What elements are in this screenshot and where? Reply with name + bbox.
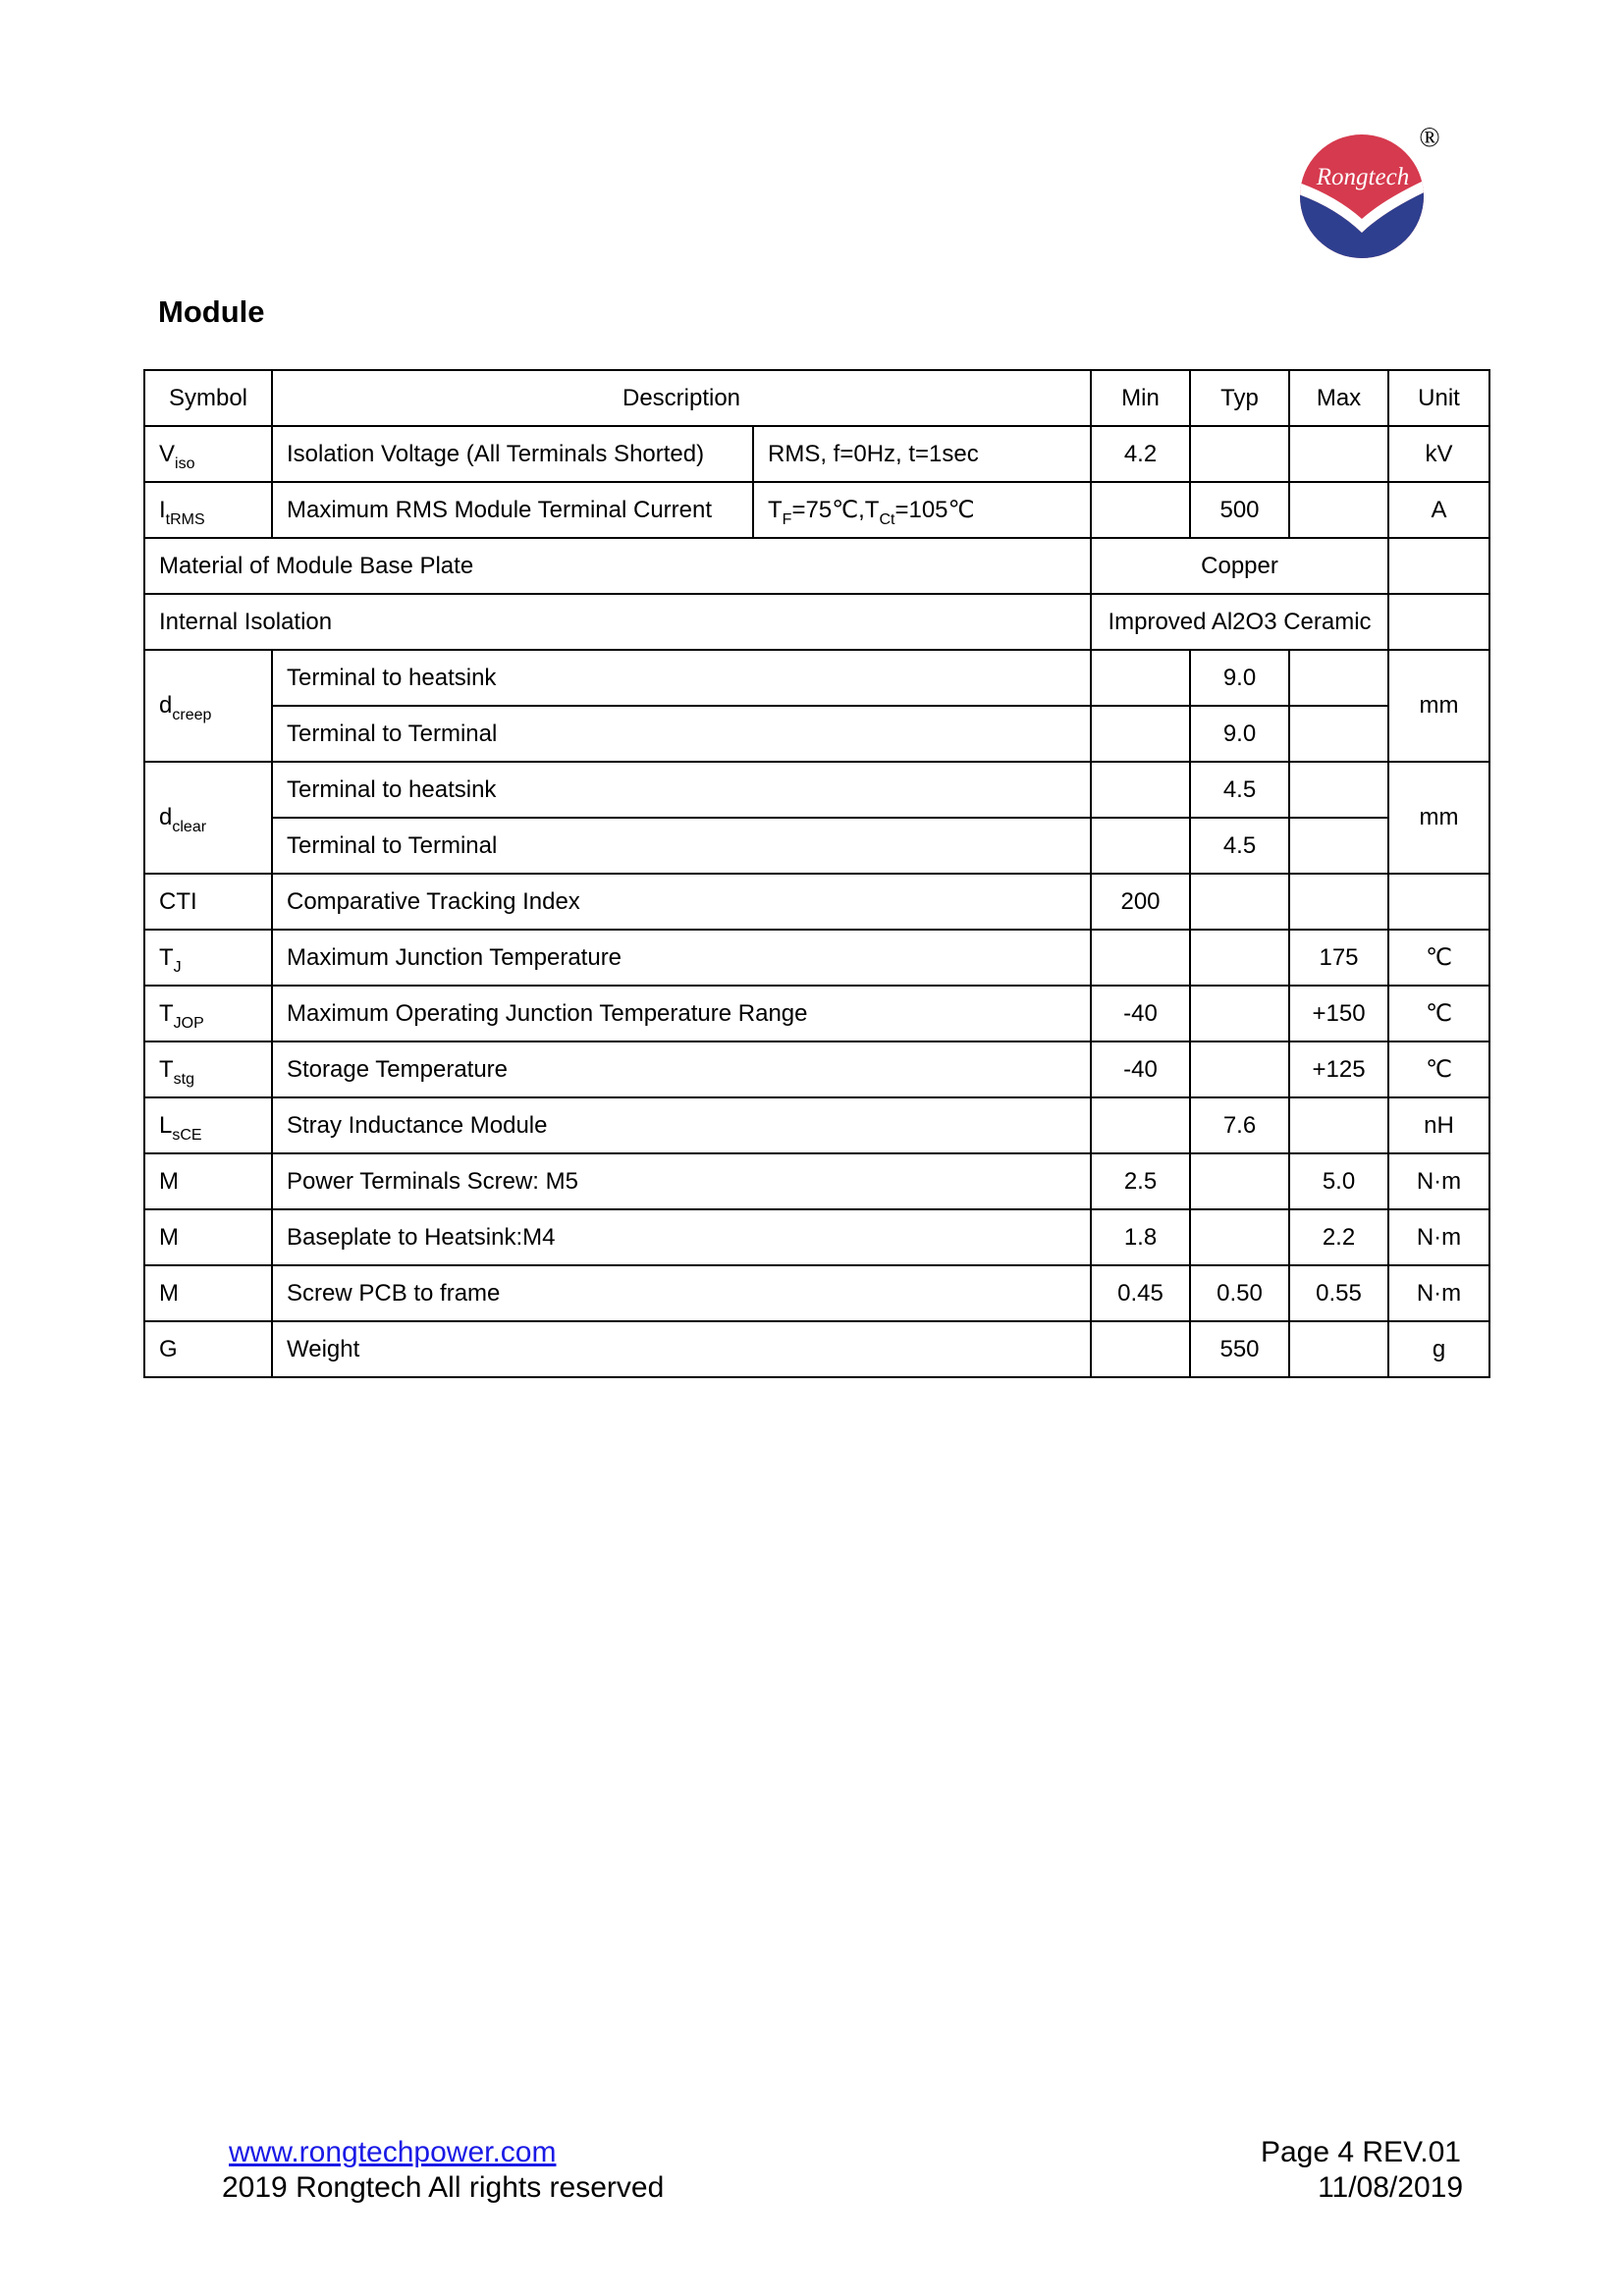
symbol-sub: tRMS: [165, 510, 205, 528]
description-cell: Terminal to heatsink: [272, 762, 1091, 818]
condition-cell: RMS, f=0Hz, t=1sec: [753, 426, 1091, 482]
description-cell: Maximum Operating Junction Temperature Range: [272, 986, 1091, 1041]
value-cell: Copper: [1091, 538, 1388, 594]
max-cell: 2.2: [1289, 1209, 1388, 1265]
typ-cell: [1190, 1153, 1289, 1209]
value-cell: Improved Al2O3 Ceramic: [1091, 594, 1388, 650]
cond-sub: F: [782, 511, 792, 528]
unit-cell: mm: [1388, 650, 1489, 762]
condition-cell: [753, 482, 1091, 538]
min-cell: [1091, 706, 1190, 762]
description-cell: Terminal to Terminal: [272, 818, 1091, 874]
table-row: [144, 482, 1489, 538]
website-link[interactable]: www.rongtechpower.com: [229, 2136, 557, 2168]
description-cell: Maximum Junction Temperature: [272, 930, 1091, 986]
description-cell: Screw PCB to frame: [272, 1265, 1091, 1321]
cond-text: =75℃,T: [791, 497, 880, 523]
unit-cell: N·m: [1388, 1265, 1489, 1321]
min-cell: [1091, 930, 1190, 986]
table-row: [144, 1321, 1489, 1377]
max-cell: 175: [1289, 930, 1388, 986]
max-cell: [1289, 762, 1388, 818]
unit-cell: [1388, 594, 1489, 650]
description-cell: Baseplate to Heatsink:M4: [272, 1209, 1091, 1265]
min-cell: 1.8: [1091, 1209, 1190, 1265]
symbol-main: d: [159, 692, 173, 719]
rongtech-logo: [1296, 123, 1443, 260]
unit-cell: ℃: [1388, 1041, 1489, 1097]
symbol-cell: CTI: [144, 874, 272, 930]
symbol-cell: [144, 930, 272, 986]
description-cell: Comparative Tracking Index: [272, 874, 1091, 930]
typ-cell: [1190, 1209, 1289, 1265]
unit-cell: A: [1388, 482, 1489, 538]
header-typ: Typ: [1190, 370, 1289, 426]
unit-cell: g: [1388, 1321, 1489, 1377]
min-cell: [1091, 482, 1190, 538]
unit-cell: ℃: [1388, 986, 1489, 1041]
unit-cell: ℃: [1388, 930, 1489, 986]
header-min: Min: [1091, 370, 1190, 426]
symbol-cell: M: [144, 1265, 272, 1321]
typ-cell: 7.6: [1190, 1097, 1289, 1153]
table-row: [144, 538, 1489, 594]
header-row: [144, 370, 1489, 426]
symbol-cell: [144, 426, 272, 482]
symbol-cell: [144, 650, 272, 762]
max-cell: [1289, 426, 1388, 482]
typ-cell: [1190, 874, 1289, 930]
table-row: [144, 874, 1489, 930]
max-cell: [1289, 818, 1388, 874]
symbol-sub: clear: [172, 819, 207, 835]
description-cell: Terminal to heatsink: [272, 650, 1091, 706]
min-cell: [1091, 650, 1190, 706]
table-row: [144, 650, 1489, 706]
table-row: [144, 1153, 1489, 1209]
symbol-main: T: [159, 943, 174, 971]
description-cell: Material of Module Base Plate: [144, 538, 1091, 594]
symbol-sub: JOP: [173, 1014, 204, 1032]
min-cell: [1091, 1097, 1190, 1153]
cond-sub: Ct: [879, 511, 895, 528]
header-unit: Unit: [1388, 370, 1489, 426]
symbol-cell: [144, 762, 272, 874]
max-cell: +125: [1289, 1041, 1388, 1097]
description-cell: Internal Isolation: [144, 594, 1091, 650]
min-cell: 2.5: [1091, 1153, 1190, 1209]
table-row: [144, 426, 1489, 482]
unit-cell: nH: [1388, 1097, 1489, 1153]
min-cell: [1091, 818, 1190, 874]
max-cell: [1289, 874, 1388, 930]
min-cell: [1091, 1321, 1190, 1377]
symbol-cell: [144, 482, 272, 538]
max-cell: 0.55: [1289, 1265, 1388, 1321]
description-cell: Isolation Voltage (All Terminals Shorted): [272, 426, 753, 482]
symbol-sub: creep: [172, 707, 212, 723]
min-cell: 4.2: [1091, 426, 1190, 482]
symbol-cell: [144, 1097, 272, 1153]
copyright-text: 2019 Rongtech All rights reserved: [222, 2171, 665, 2204]
symbol-cell: G: [144, 1321, 272, 1377]
typ-cell: 9.0: [1190, 650, 1289, 706]
symbol-sub: iso: [175, 454, 195, 472]
cond-text: T: [768, 497, 783, 523]
table-row: [144, 818, 1489, 874]
table-row: [144, 762, 1489, 818]
page-revision: Page 4 REV.01: [1260, 2136, 1461, 2168]
typ-cell: 500: [1190, 482, 1289, 538]
max-cell: +150: [1289, 986, 1388, 1041]
max-cell: [1289, 706, 1388, 762]
description-cell: Stray Inductance Module: [272, 1097, 1091, 1153]
symbol-sub: stg: [173, 1070, 195, 1088]
unit-cell: N·m: [1388, 1153, 1489, 1209]
description-cell: Maximum RMS Module Terminal Current: [272, 482, 753, 538]
header-description: Description: [272, 370, 1091, 426]
module-spec-table: [143, 369, 1490, 1378]
typ-cell: 4.5: [1190, 762, 1289, 818]
description-cell: Terminal to Terminal: [272, 706, 1091, 762]
description-cell: Storage Temperature: [272, 1041, 1091, 1097]
section-title: Module: [158, 294, 265, 329]
unit-cell: [1388, 874, 1489, 930]
symbol-main: T: [159, 1055, 174, 1083]
max-cell: [1289, 650, 1388, 706]
table-row: [144, 1265, 1489, 1321]
unit-cell: kV: [1388, 426, 1489, 482]
symbol-main: V: [159, 440, 176, 467]
table-row: [144, 1209, 1489, 1265]
symbol-cell: M: [144, 1209, 272, 1265]
min-cell: [1091, 762, 1190, 818]
table-row: [144, 594, 1489, 650]
header-max: Max: [1289, 370, 1388, 426]
symbol-main: I: [159, 496, 166, 523]
max-cell: [1289, 1321, 1388, 1377]
symbol-cell: [144, 1041, 272, 1097]
unit-cell: mm: [1388, 762, 1489, 874]
max-cell: 5.0: [1289, 1153, 1388, 1209]
min-cell: -40: [1091, 986, 1190, 1041]
table-row: [144, 1097, 1489, 1153]
table-row: [144, 706, 1489, 762]
typ-cell: [1190, 1041, 1289, 1097]
symbol-sub: J: [173, 958, 182, 976]
header-symbol: Symbol: [144, 370, 272, 426]
cond-text: =105℃: [894, 497, 975, 523]
revision-date: 11/08/2019: [1318, 2171, 1463, 2204]
logo-text: Rongtech: [1316, 164, 1410, 190]
table-row: [144, 1041, 1489, 1097]
typ-cell: [1190, 426, 1289, 482]
symbol-main: L: [159, 1111, 173, 1139]
typ-cell: 550: [1190, 1321, 1289, 1377]
max-cell: [1289, 482, 1388, 538]
typ-cell: 9.0: [1190, 706, 1289, 762]
symbol-cell: M: [144, 1153, 272, 1209]
typ-cell: 4.5: [1190, 818, 1289, 874]
table-row: [144, 986, 1489, 1041]
registered-mark: ®: [1419, 123, 1440, 153]
min-cell: -40: [1091, 1041, 1190, 1097]
description-cell: Weight: [272, 1321, 1091, 1377]
typ-cell: 0.50: [1190, 1265, 1289, 1321]
symbol-cell: [144, 986, 272, 1041]
min-cell: 200: [1091, 874, 1190, 930]
min-cell: 0.45: [1091, 1265, 1190, 1321]
typ-cell: [1190, 930, 1289, 986]
unit-cell: N·m: [1388, 1209, 1489, 1265]
unit-cell: [1388, 538, 1489, 594]
typ-cell: [1190, 986, 1289, 1041]
symbol-main: d: [159, 804, 173, 830]
symbol-main: T: [159, 999, 174, 1027]
symbol-sub: sCE: [172, 1126, 202, 1144]
max-cell: [1289, 1097, 1388, 1153]
description-cell: Power Terminals Screw: M5: [272, 1153, 1091, 1209]
table-row: [144, 930, 1489, 986]
